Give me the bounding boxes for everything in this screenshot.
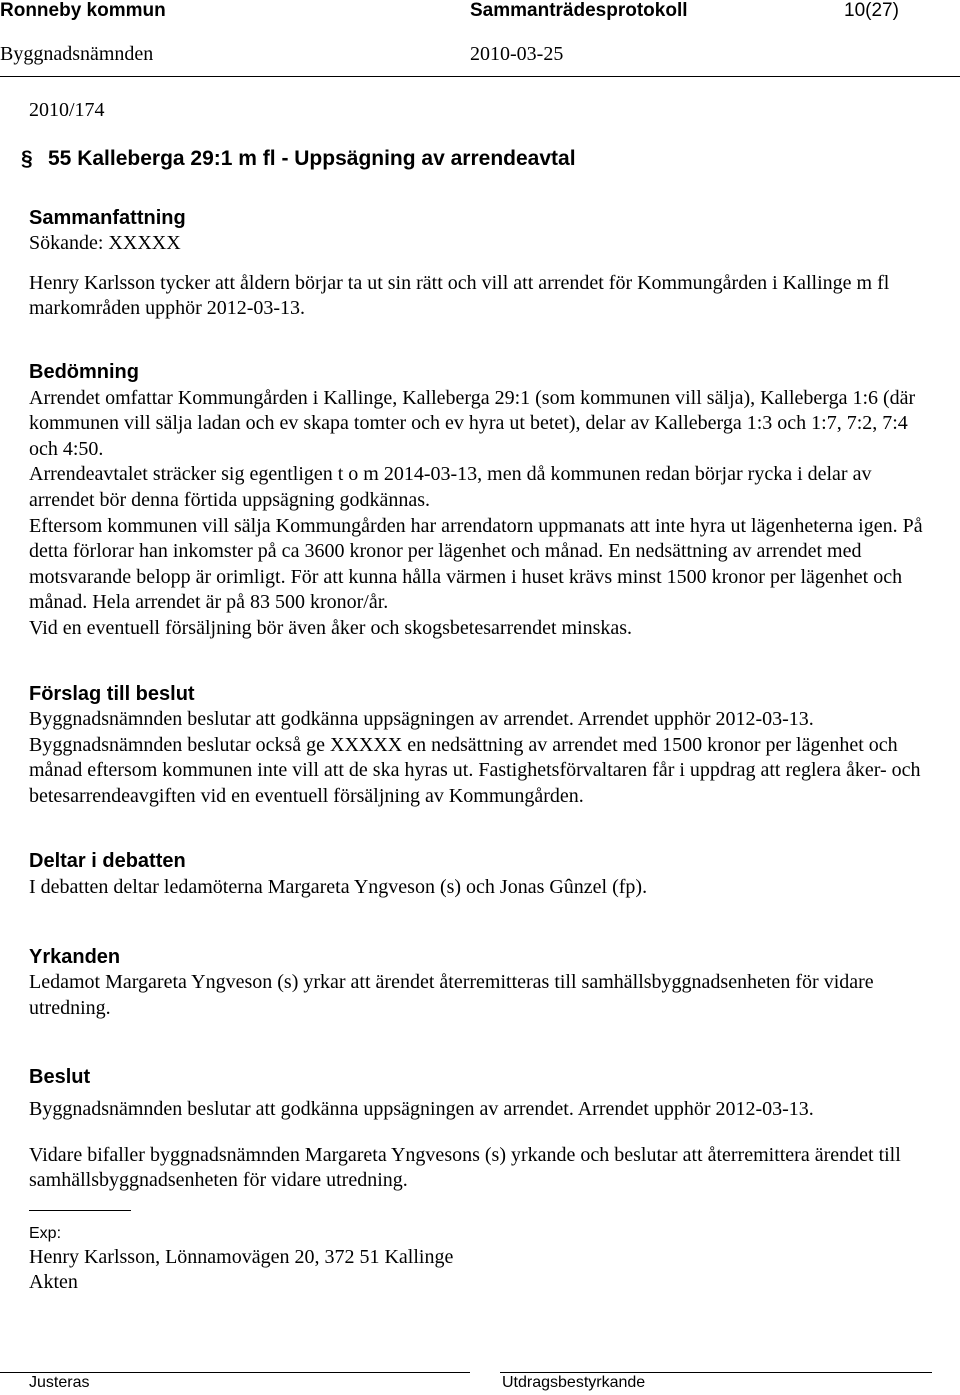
assessment-paragraph: Eftersom kommunen vill sälja Kommungården har arrendatorn uppmanats att inte hyra ut lägenheterna igen. På detta förlorar han inkomster på ca 3600 kronor per lägenhet och månad. En nedsättning av arrendet med motsvarande belopp är orimligt. För att kunna hålla värmen i huset krävs minst 1500 kronor per lägenhet och månad. Hela arrendet är på 83 500 kronor/år. <box>29 514 923 614</box>
footer-justeras: Justeras <box>29 1374 90 1391</box>
board-name: Byggnadsnämnden <box>0 43 154 65</box>
distribution-recipient: Akten <box>29 1271 78 1294</box>
document-body <box>21 98 929 1296</box>
footer-rule-left <box>0 1372 470 1373</box>
assessment-paragraph: Vid en eventuell försäljning bör även åker och skogsbetesarrendet minskas. <box>29 616 633 639</box>
footer-rule-right <box>500 1372 932 1373</box>
decision-paragraph: Vidare bifaller byggnadsnämnden Margareta Yngvesons (s) yrkande och beslutar att återremittera ärendet till samhällsbyggnadsenheten för vidare utredning. <box>29 1143 901 1192</box>
assessment-paragraph: Arrendeavtalet sträcker sig egentligen t o m 2014-03-13, men då kommunen redan börjar rycka i delar av arrendet bör denna förtida uppsägning godkännas. <box>29 463 872 511</box>
case-number: 2010/174 <box>29 99 105 121</box>
assessment-heading: Bedömning <box>29 360 139 383</box>
paragraph-sign: § <box>21 146 33 170</box>
distribution-label: Exp: <box>29 1224 62 1242</box>
decision-paragraph: Byggnadsnämnden beslutar att godkänna uppsägningen av arrendet. Arrendet upphör 2012-03-13. <box>29 1098 814 1121</box>
case-title <box>21 146 929 172</box>
footer-utdragsbestyrkande: Utdragsbestyrkande <box>502 1374 646 1391</box>
motions-text: Ledamot Margareta Yngveson (s) yrkar att ärendet återremitteras till samhällsbyggnadsenheten för vidare utredning. <box>29 971 874 1019</box>
case-title-text: 55 Kalleberga 29:1 m fl - Uppsägning av arrendeavtal <box>48 146 576 170</box>
header-rule <box>0 76 960 77</box>
summary-applicant: Sökande: XXXXX <box>29 232 181 255</box>
proposal-heading: Förslag till beslut <box>29 682 195 705</box>
municipality-name: Ronneby kommun <box>0 0 166 21</box>
summary-text: Henry Karlsson tycker att åldern börjar ta ut sin rätt och vill att arrendet för Kommungården i Kallinge m fl markområden upphör 2012-03-13. <box>29 271 890 320</box>
proposal-paragraph: Byggnadsnämnden beslutar också ge XXXXX en nedsättning av arrendet med 1500 kronor per lägenhet och månad eftersom kommunen inte vill att de ska hyras ut. Fastighetsförvaltaren får i uppdrag att reglera åker- och betesarrendeavgiften vid en eventuell försäljning av Kommungården. <box>29 733 921 807</box>
decision-heading: Beslut <box>29 1066 91 1089</box>
debate-text: I debatten deltar ledamöterna Margareta Yngveson (s) och Jonas Gûnzel (fp). <box>29 876 648 899</box>
summary-heading: Sammanfattning <box>29 206 186 229</box>
document-type: Sammanträdesprotokoll <box>470 0 688 21</box>
distribution-recipient: Henry Karlsson, Lönnamovägen 20, 372 51 Kallinge <box>29 1245 454 1268</box>
page-number: 10(27) <box>844 0 899 21</box>
proposal-paragraph: Byggnadsnämnden beslutar att godkänna uppsägningen av arrendet. Arrendet upphör 2012-03-13. <box>29 708 814 731</box>
meeting-date: 2010-03-25 <box>470 43 564 65</box>
assessment-paragraph: Arrendet omfattar Kommungården i Kallinge, Kalleberga 29:1 (som kommunen vill sälja), Kalleberga 1:6 (där kommunen vill sälja ladan och ev skapa tomter och ev hyra ut betet), delar av Kalleberga 1:3 och 1:7, 7:2, 7:4 och 4:50. <box>29 386 916 460</box>
debate-heading: Deltar i debatten <box>29 850 186 873</box>
motions-heading: Yrkanden <box>29 945 121 968</box>
